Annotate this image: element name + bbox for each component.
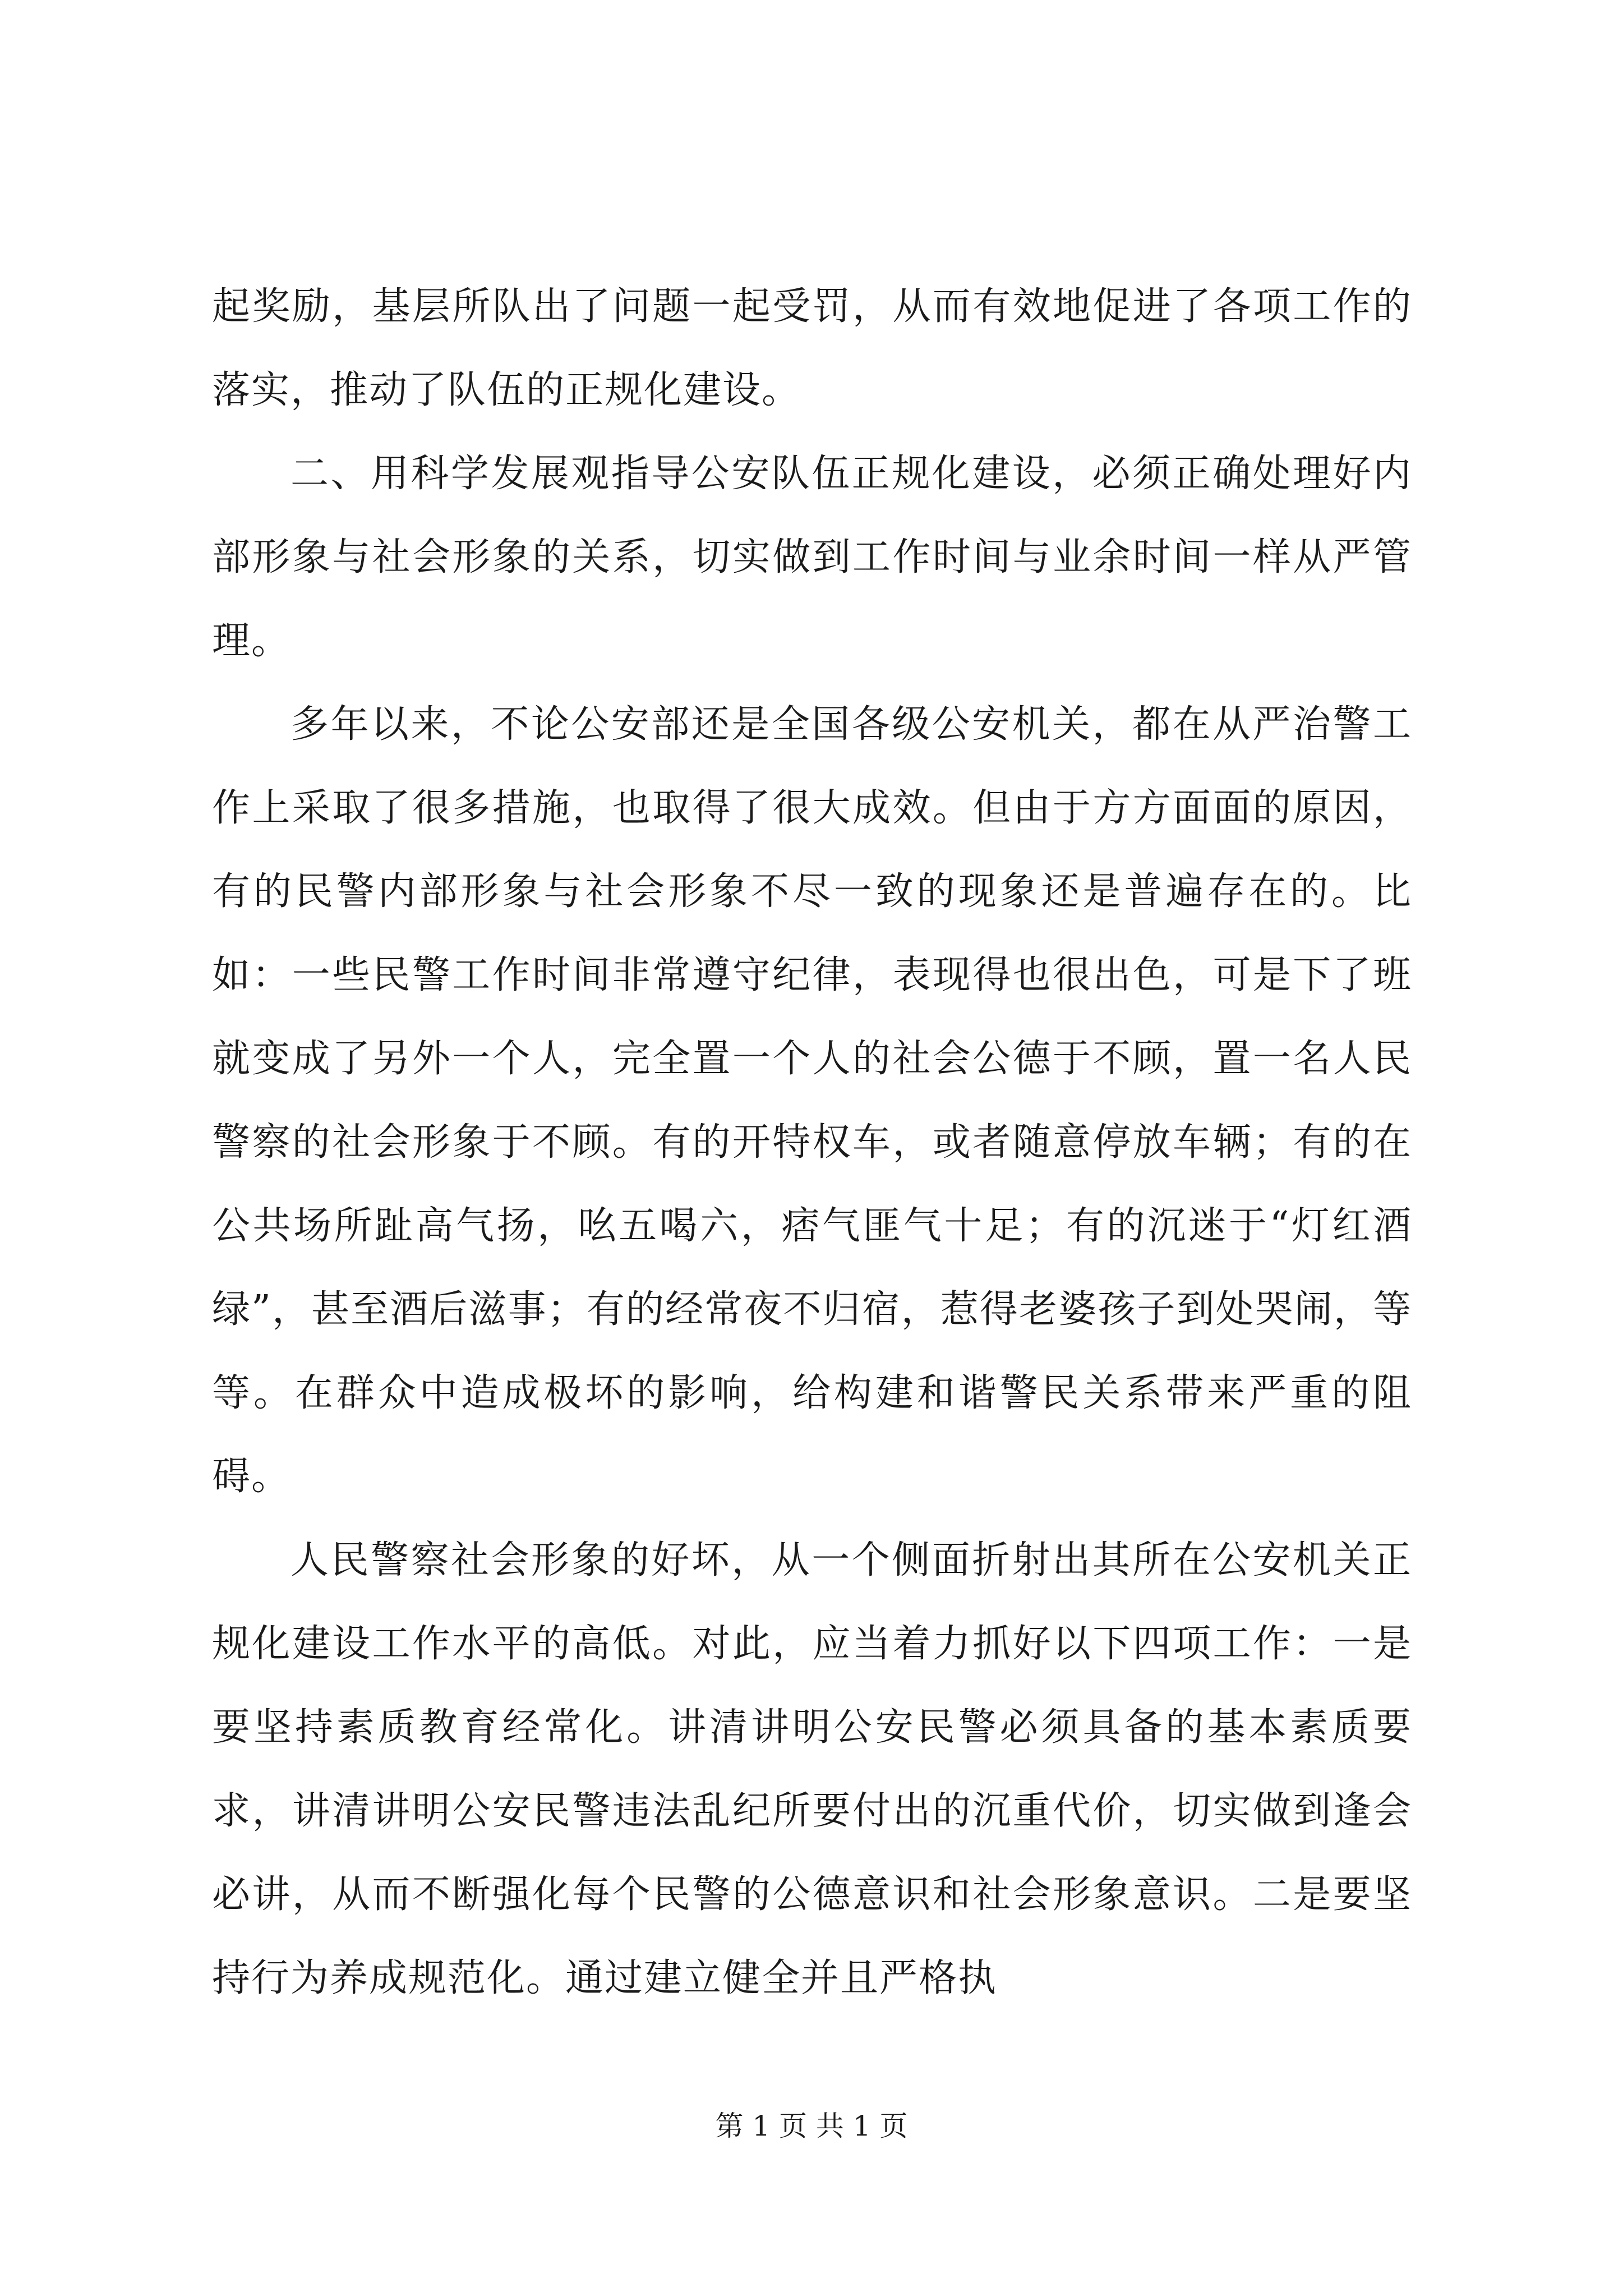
paragraph-body: 人民警察社会形象的好坏，从一个侧面折射出其所在公安机关正规化建设工作水平的高低。对此，应当着力抓好以下四项工作：一是要坚持素质教育经常化。讲清讲明公安民警必须具备的基本素质要求，讲清讲明公安民警违法乱纪所要付出的沉重代价，切实做到逢会必讲，从而不断强化每个民警的公德意识和社会形象意识。二是要坚持行为养成规范化。通过建立健全并且严格执	[212, 1538, 1412, 2000]
paragraph-continuation: 起奖励，基层所队出了问题一起受罚，从而有效地促进了各项工作的落实，推动了队伍的正规化建设。	[212, 284, 1412, 412]
paragraph-section-heading: 二、用科学发展观指导公安队伍正规化建设，必须正确处理好内部形象与社会形象的关系，切实做到工作时间与业余时间一样从严管理。	[212, 452, 1412, 663]
document-body	[212, 265, 1412, 2020]
paragraph-body: 多年以来，不论公安部还是全国各级公安机关，都在从严治警工作上采取了很多措施，也取得了很大成效。但由于方方面面的原因，有的民警内部形象与社会形象不尽一致的现象还是普遍存在的。比如：一些民警工作时间非常遵守纪律，表现得也很出色，可是下了班就变成了另外一个人，完全置一个人的社会公德于不顾，置一名人民警察的社会形象于不顾。有的开特权车，或者随意停放车辆；有的在公共场所趾高气扬，吆五喝六，痞气匪气十足；有的沉迷于“灯红酒绿”，甚至酒后滋事；有的经常夜不归宿，惹得老婆孩子到处哭闹，等等。在群众中造成极坏的影响，给构建和谐警民关系带来严重的阻碍。	[212, 702, 1412, 1499]
page-footer: 第 1 页 共 1 页	[715, 2110, 908, 2142]
